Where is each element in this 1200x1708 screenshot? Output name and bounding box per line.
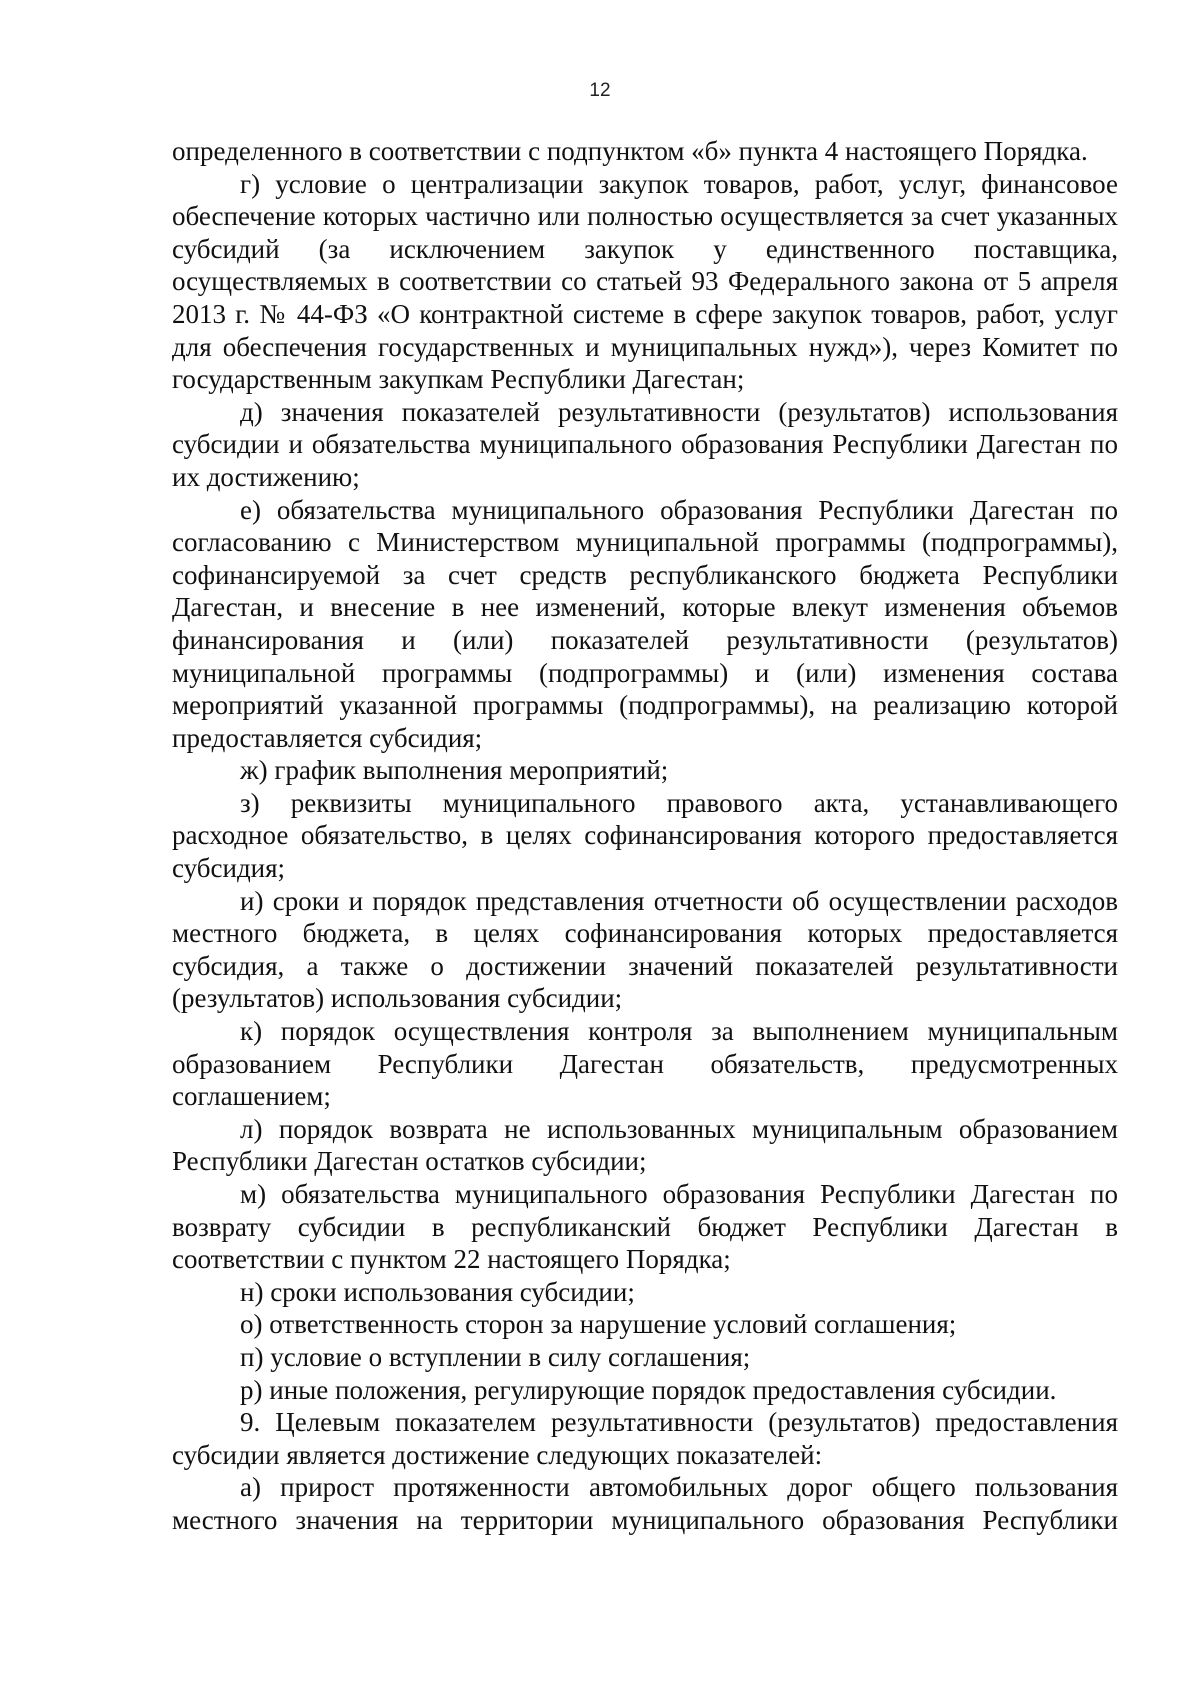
page-number: 12 [589,80,611,101]
paragraph-item-k: к) порядок осуществления контроля за выполнением муниципальным образованием Республики Дагестан обязательств, предусмотренных соглашением; [172,1016,1118,1112]
paragraph-item-r: р) иные положения, регулирующие порядок предоставления субсидии. [240,1374,1057,1405]
paragraph-item-zh: ж) график выполнения мероприятий; [240,755,669,786]
paragraph-item-g: г) условие о централизации закупок товаров, работ, услуг, финансовое обеспечение которых частично или полностью осуществляется за счет указанных субсидий (за исключением закупок у единственного поставщика, осуществляемых в соответствии со статьей 93 Федерального закона от 5 апреля 2013 г. № 44-ФЗ «О контрактной системе в сфере закупок товаров, работ, услуг для обеспечения государственных и муниципальных нужд»), через Комитет по государственным закупкам Республики Дагестан; [172,168,1118,395]
paragraph-item-e: е) обязательства муниципального образования Республики Дагестан по согласованию с Министерством муниципальной программы (подпрограммы), софинансируемой за счет средств республиканского бюджета Республики Дагестан, и внесение в нее изменений, которые влекут изменения объемов финансирования и (или) показателей результативности (результатов) муниципальной программы (подпрограммы) и (или) изменения состава мероприятий указанной программы (подпрограммы), на реализацию которой предоставляется субсидия; [172,494,1118,753]
paragraph-item-n: н) сроки использования субсидии; [240,1276,635,1307]
paragraph-item-p: п) условие о вступлении в силу соглашения; [240,1341,751,1372]
paragraph-item-i: и) сроки и порядок представления отчетности об осуществлении расходов местного бюджета, в целях софинансирования которых предоставляется субсидия, а также о достижении значений показателей результативности (результатов) использования субсидии; [172,885,1118,1014]
paragraph-item-m: м) обязательства муниципального образования Республики Дагестан по возврату субсидии в республиканский бюджет Республики Дагестан в соответствии с пунктом 22 настоящего Порядка; [172,1179,1118,1275]
paragraph-section-9: 9. Целевым показателем результативности (результатов) предоставления субсидии является достижение следующих показателей: [172,1407,1118,1470]
paragraph-item-l: л) порядок возврата не использованных муниципальным образованием Республики Дагестан остатков субсидии; [172,1113,1118,1177]
paragraph-continuation: определенного в соответствии с подпунктом «б» пункта 4 настоящего Порядка. [172,136,1088,166]
paragraph-item-a: а) прирост протяженности автомобильных дорог общего пользования местного значения на территории муниципального образования Республики [172,1472,1118,1535]
paragraph-item-o: о) ответственность сторон за нарушение условий соглашения; [240,1309,957,1340]
paragraph-item-z: з) реквизиты муниципального правового акта, устанавливающего расходное обязательство, в целях софинансирования которого предоставляется субсидия; [172,787,1118,884]
document-body [172,135,1118,1537]
paragraph-item-d: д) значения показателей результативности (результатов) использования субсидии и обязательства муниципального образования Республики Дагестан по их достижению; [172,396,1118,492]
